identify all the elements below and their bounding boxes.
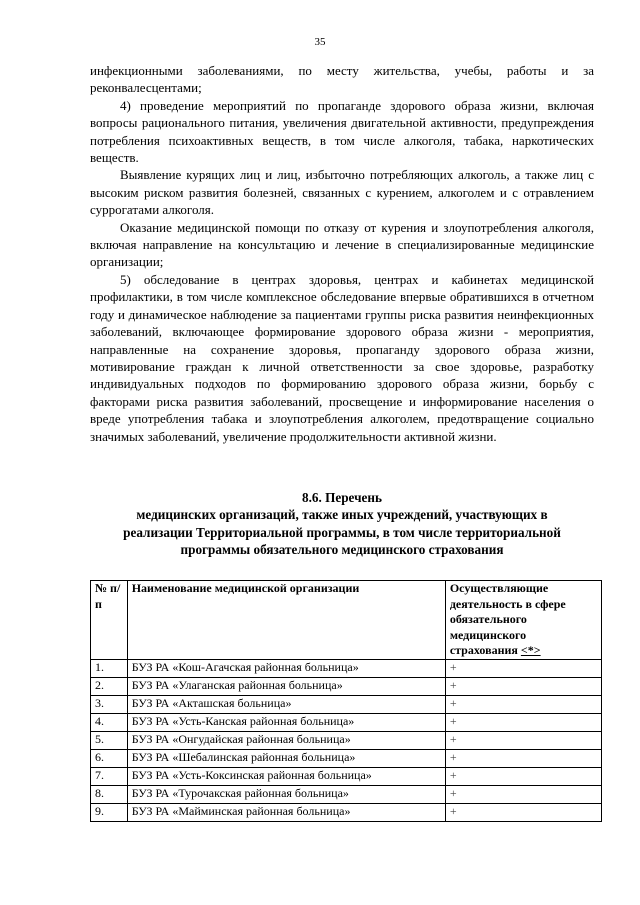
row-org-name: БУЗ РА «Усть-Канская районная больница» [127, 713, 445, 731]
header-name: Наименование медицинской организации [127, 581, 445, 660]
row-number: 5. [91, 731, 128, 749]
paragraph: инфекционными заболеваниями, по месту жительства, учебы, работы и за реконвалесцентами; [90, 63, 594, 96]
row-oms-mark: + [445, 749, 601, 767]
table-header-row [91, 581, 602, 660]
row-number: 9. [91, 803, 128, 821]
row-oms-mark: + [445, 785, 601, 803]
row-org-name: БУЗ РА «Шебалинская районная больница» [127, 749, 445, 767]
table-row [91, 677, 602, 695]
paragraph: Оказание медицинской помощи по отказу от курения и злоупотребления алкоголя, включая направление на консультацию и лечение в специализированные медицинские организации; [90, 219, 594, 270]
table-row [91, 659, 602, 677]
footnote-ref-link[interactable]: <*> [520, 643, 541, 657]
row-oms-mark: + [445, 713, 601, 731]
header-num: № п/п [91, 581, 128, 660]
body-text [90, 62, 594, 445]
row-number: 3. [91, 695, 128, 713]
header-oms [445, 581, 601, 660]
section-subtitle-line: реализации Территориальной программы, в том числе территориальной [123, 524, 561, 540]
row-number: 4. [91, 713, 128, 731]
row-number: 1. [91, 659, 128, 677]
header-oms-text: Осуществляющие деятельность в сфере обязательного медицинского страхования [449, 581, 566, 657]
row-oms-mark: + [445, 677, 601, 695]
row-number: 7. [91, 767, 128, 785]
table-row [91, 767, 602, 785]
paragraph: 5) обследование в центрах здоровья, центрах и кабинетах медицинской профилактики, в том числе комплексное обследование впервые обратившихся в отчетном году и динамическое наблюдение за пациентами группы риска развития неинфекционных заболеваний, включающее формирование здорового образа жизни - мероприятия, направленные на сохранение здоровья, пропаганду здорового образа жизни, мотивирование граждан к личной ответственности за свое здоровье, разработку индивидуальных подходов по формированию здорового образа жизни, борьбу с факторами риска развития заболеваний, просвещение и информирование населения о вреде употребления табака и злоупотребления алкоголем, предотвращение социально значимых заболеваний, увеличение продолжительности активной жизни. [90, 271, 594, 444]
row-oms-mark: + [445, 803, 601, 821]
row-org-name: БУЗ РА «Улаганская районная больница» [127, 677, 445, 695]
row-oms-mark: + [445, 731, 601, 749]
table-row [91, 785, 602, 803]
row-oms-mark: + [445, 659, 601, 677]
row-number: 6. [91, 749, 128, 767]
row-number: 8. [91, 785, 128, 803]
row-org-name: БУЗ РА «Майминская районная больница» [127, 803, 445, 821]
row-oms-mark: + [445, 695, 601, 713]
row-org-name: БУЗ РА «Усть-Коксинская районная больница» [127, 767, 445, 785]
row-oms-mark: + [445, 767, 601, 785]
table-row [91, 749, 602, 767]
section-heading [84, 489, 600, 559]
table-row [91, 731, 602, 749]
row-org-name: БУЗ РА «Акташская больница» [127, 695, 445, 713]
table-row [91, 713, 602, 731]
organizations-table [90, 580, 602, 822]
table-row [91, 803, 602, 821]
section-title: 8.6. Перечень [302, 490, 382, 505]
page-number: 35 [314, 36, 326, 48]
row-org-name: БУЗ РА «Онгудайская районная больница» [127, 731, 445, 749]
row-org-name: БУЗ РА «Турочакская районная больница» [127, 785, 445, 803]
section-subtitle-line: программы обязательного медицинского страхования [180, 542, 504, 558]
paragraph: 4) проведение мероприятий по пропаганде здорового образа жизни, включая вопросы рационального питания, увеличения двигательной активности, предупреждения потребления психоактивных веществ, в том числе алкоголя, табака, наркотических веществ. [90, 97, 594, 166]
paragraph: Выявление курящих лиц и лиц, избыточно потребляющих алкоголь, а также лиц с высоким риском развития болезней, связанных с курением, алкоголем и с отравлением суррогатами алкоголя. [90, 167, 594, 218]
table-row [91, 695, 602, 713]
row-org-name: БУЗ РА «Кош-Агачская районная больница» [127, 659, 445, 677]
row-number: 2. [91, 677, 128, 695]
section-subtitle-line: медицинских организаций, также иных учреждений, участвующих в [136, 507, 548, 523]
